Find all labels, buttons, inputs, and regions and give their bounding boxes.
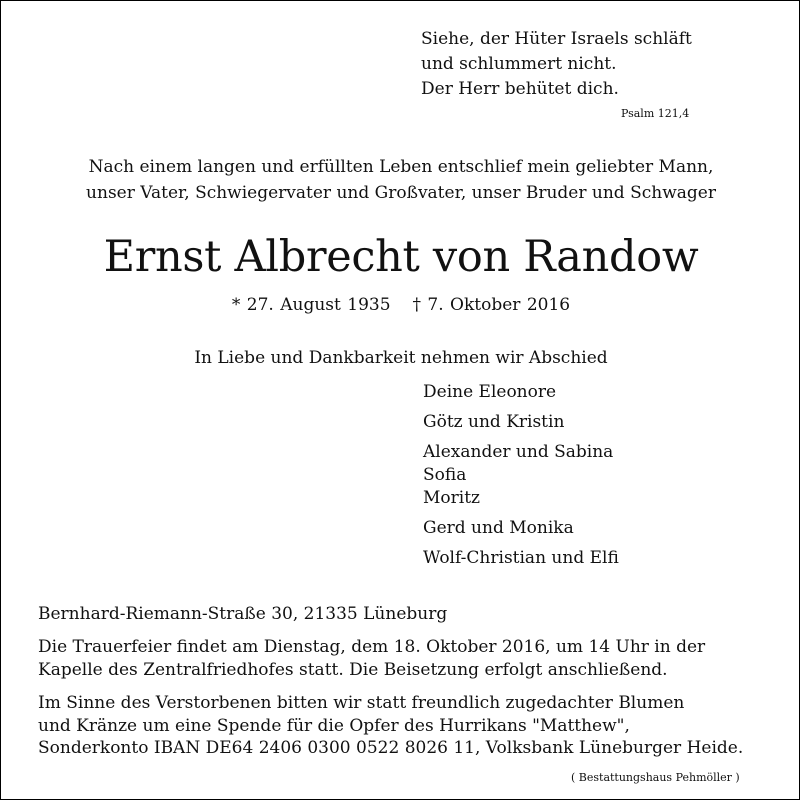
- funeral-notice-line: Kapelle des Zentralfriedhofes statt. Die Beisetzung erfolgt anschließend.: [38, 659, 668, 680]
- mourner-group: [423, 381, 619, 404]
- birth-date: * 27. August 1935: [231, 295, 391, 315]
- mourner-name: Sofia: [423, 465, 467, 485]
- mourner-name: Moritz: [423, 488, 480, 508]
- farewell-line: In Liebe und Dankbarkeit nehmen wir Abschied: [194, 348, 608, 368]
- mourner-group: [423, 547, 619, 570]
- life-dates: [1, 293, 800, 317]
- donation-notice-line: Im Sinne des Verstorbenen bitten wir statt freundlich zugedachter Blumen: [38, 693, 685, 713]
- funeral-notice-line: Die Trauerfeier findet am Dienstag, dem 18. Oktober 2016, um 14 Uhr in der: [38, 637, 706, 657]
- intro-line: unser Vater, Schwiegervater und Großvater, unser Bruder und Schwager: [86, 183, 716, 203]
- verse-source: Psalm 121,4: [621, 107, 690, 120]
- intro-text: [1, 154, 800, 206]
- donation-notice-line: Sonderkonto IBAN DE64 2406 0300 0522 8026 11, Volksbank Lüneburger Heide.: [38, 738, 744, 758]
- mourner-group: [423, 517, 619, 540]
- deceased-name: Ernst Albrecht von Randow: [103, 232, 699, 282]
- family-address: Bernhard-Riemann-Straße 30, 21335 Lüneburg: [38, 604, 448, 624]
- bible-verse: [421, 27, 692, 102]
- mourners-list: [423, 381, 619, 577]
- mourner-name: Alexander und Sabina: [423, 442, 614, 462]
- funeral-notice: [38, 636, 705, 681]
- death-date: † 7. Oktober 2016: [412, 295, 571, 315]
- mourner-group: [423, 441, 619, 510]
- mourner-name: Gerd und Monika: [423, 518, 574, 538]
- donation-notice: [38, 692, 743, 760]
- mourner-name: Deine Eleonore: [423, 382, 557, 402]
- mourner-group: [423, 411, 619, 434]
- verse-line: Der Herr behütet dich.: [421, 79, 619, 99]
- mourner-name: Wolf-Christian und Elfi: [423, 548, 619, 568]
- verse-line: und schlummert nicht.: [421, 54, 617, 74]
- intro-line: Nach einem langen und erfüllten Leben entschlief mein geliebter Mann,: [88, 157, 714, 177]
- verse-line: Siehe, der Hüter Israels schläft: [421, 29, 692, 49]
- undertaker-credit: ( Bestattungshaus Pehmöller ): [571, 771, 740, 784]
- donation-notice-line: und Kränze um eine Spende für die Opfer des Hurrikans "Matthew",: [38, 715, 630, 736]
- mourner-name: Götz und Kristin: [423, 412, 565, 432]
